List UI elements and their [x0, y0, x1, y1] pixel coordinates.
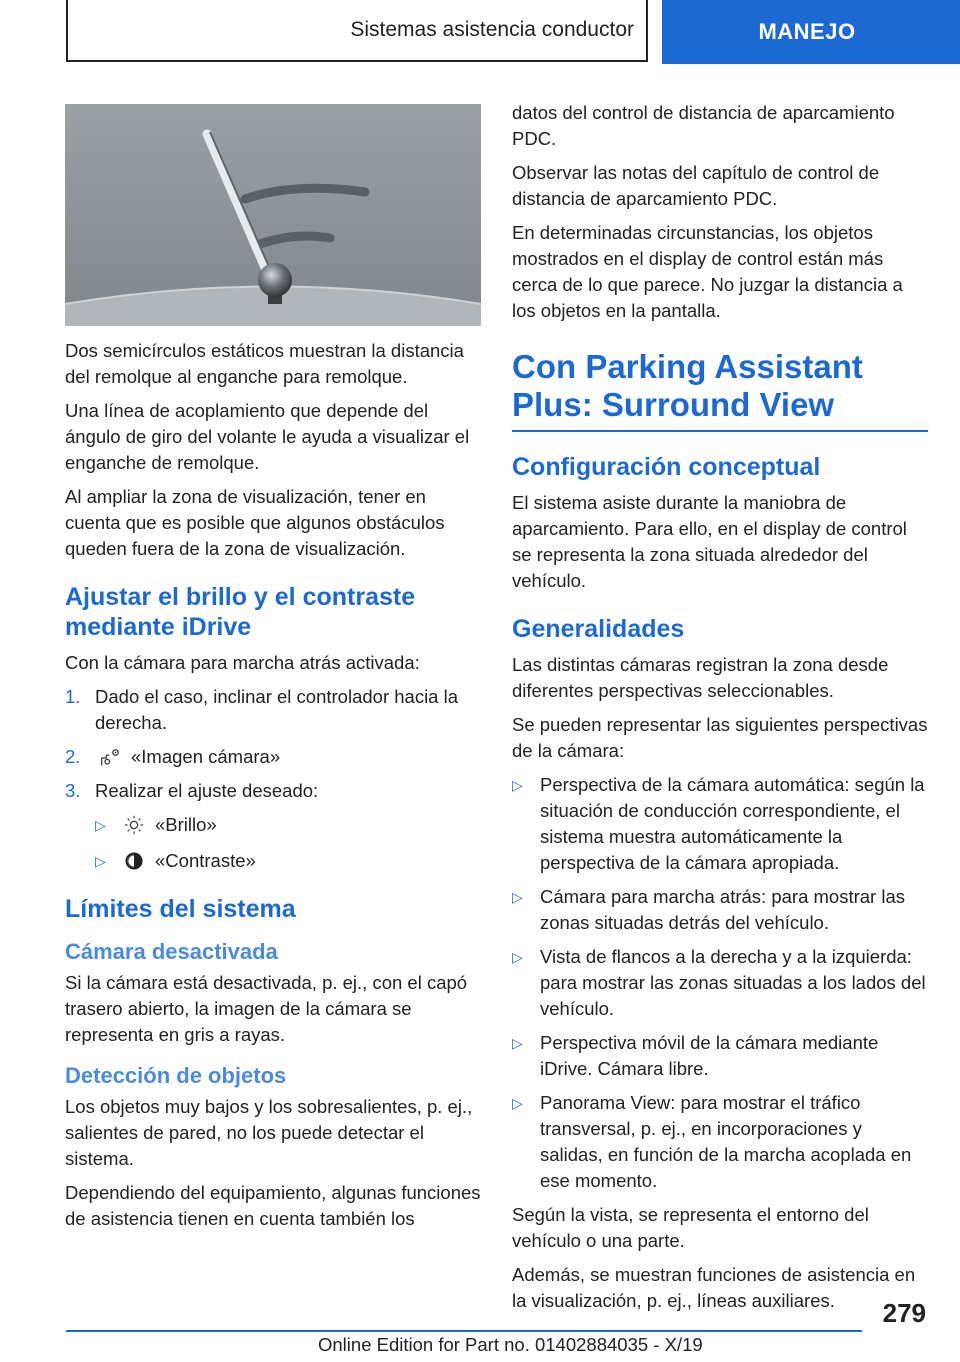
section-title: Sistemas asistencia conductor: [66, 0, 648, 62]
paragraph: Los objetos muy bajos y los sobresalientes, p. ej., salientes de pared, no los puede detectar el sistema.: [65, 1096, 473, 1169]
list-item: [65, 778, 481, 804]
list-item: [65, 744, 481, 770]
heading-limites: Límites del sistema: [65, 895, 296, 923]
list-item: [95, 848, 481, 874]
edition-text: Online Edition for Part no. 01402884035 - X/19: [318, 1334, 703, 1355]
paragraph: Al ampliar la zona de visualización, tener en cuenta que es posible que algunos obstáculos queden fuera de la zona de visualización.: [65, 486, 445, 559]
step-text: Dado el caso, inclinar el controlador hacia la derecha.: [95, 686, 459, 733]
step-text: Realizar el ajuste deseado:: [95, 780, 319, 801]
paragraph: En determinadas circunstancias, los objetos mostrados en el display de control están más cerca de lo que parece. No juzgar la distancia a los objetos en la pantalla.: [512, 222, 903, 321]
bullet-text: Perspectiva móvil de la cámara mediante iDrive. Cámara libre.: [540, 1032, 879, 1079]
list-item: [512, 884, 928, 936]
list-item: [512, 772, 928, 876]
page-number: 279: [882, 1298, 926, 1328]
heading-brillo: Ajustar el brillo y el contraste mediante iDrive: [65, 583, 416, 641]
bullet: ▷: [512, 949, 523, 965]
bullet: ▷: [95, 817, 106, 833]
paragraph: Además, se muestran funciones de asistencia en la visualización, p. ej., líneas auxiliares.: [512, 1264, 916, 1311]
bullet-text: Vista de flancos a la derecha y a la izquierda: para mostrar las zonas situadas a los lados del vehículo.: [540, 946, 926, 1019]
bullet: ▷: [512, 889, 523, 905]
left-column: [65, 100, 481, 1240]
paragraph: El sistema asiste durante la maniobra de aparcamiento. Para ello, en el display de control se representa la zona situada alrededor del vehículo.: [512, 492, 907, 591]
list-item: [512, 1030, 928, 1082]
footer-divider: [66, 1330, 862, 1332]
chapter-tab[interactable]: MANEJO: [662, 0, 960, 64]
paragraph: Con la cámara para marcha atrás activada:: [65, 652, 420, 673]
list-item: [512, 1090, 928, 1194]
list-item: [65, 684, 481, 736]
step-number: 3.: [65, 780, 81, 801]
hitch-camera-illustration: [65, 104, 481, 326]
heading-deteccion: Detección de objetos: [65, 1063, 287, 1088]
list-item: [95, 812, 481, 838]
paragraph: Si la cámara está desactivada, p. ej., con el capó trasero abierto, la imagen de la cámara se representa en gris a rayas.: [65, 972, 468, 1045]
bullet: ▷: [95, 853, 106, 869]
page-header: [0, 0, 960, 66]
paragraph: Una línea de acoplamiento que depende del ángulo de giro del volante le ayuda a visualizar el enganche de remolque.: [65, 400, 470, 473]
heading-generalidades: Generalidades: [512, 615, 685, 643]
bullet: ▷: [512, 777, 523, 793]
bullet-text: Perspectiva de la cámara automática: según la situación de conducción correspondiente, el sistema muestra automáticamente la perspectiva de la cámara apropiada.: [540, 774, 925, 873]
sun-icon: [123, 814, 145, 836]
paragraph: Dos semicírculos estáticos muestran la distancia del remolque al enganche para remolque.: [65, 340, 464, 387]
perspectives-list: [512, 772, 928, 1194]
list-item: [512, 944, 928, 1022]
paragraph: Dependiendo del equipamiento, algunas funciones de asistencia tienen en cuenta también los: [65, 1182, 481, 1229]
paragraph: Observar las notas del capítulo de control de distancia de aparcamiento PDC.: [512, 162, 880, 209]
heading-camara-desactivada: Cámara desactivada: [65, 939, 278, 964]
sub-options-list: [95, 812, 481, 874]
option-text: «Brillo»: [155, 814, 217, 835]
bullet: ▷: [512, 1095, 523, 1111]
heading-configuracion: Configuración conceptual: [512, 453, 821, 481]
bullet: ▷: [512, 1035, 523, 1051]
bullet-text: Panorama View: para mostrar el tráfico transversal, p. ej., en incorporaciones y salidas, en función de la marcha acoplada en ese momento.: [540, 1092, 912, 1191]
step-number: 1.: [65, 686, 81, 707]
contrast-icon: [123, 850, 145, 872]
bullet-text: Cámara para marcha atrás: para mostrar las zonas situadas detrás del vehículo.: [540, 886, 905, 933]
paragraph: Se pueden representar las siguientes perspectivas de la cámara:: [512, 714, 928, 761]
step-number: 2.: [65, 746, 81, 767]
step-text: «Imagen cámara»: [131, 746, 281, 767]
paragraph: Según la vista, se representa el entorno del vehículo o una parte.: [512, 1204, 869, 1251]
hitch-illustration-svg: [65, 104, 481, 326]
paragraph: Las distintas cámaras registran la zona desde diferentes perspectivas seleccionables.: [512, 654, 889, 701]
steps-list: [65, 684, 481, 804]
paragraph: datos del control de distancia de aparcamiento PDC.: [512, 102, 895, 149]
option-text: «Contraste»: [155, 850, 256, 871]
right-column: [512, 100, 928, 1322]
camera-settings-icon: [97, 747, 123, 769]
heading-surround-view: Con Parking Assistant Plus: Surround View: [512, 348, 928, 432]
